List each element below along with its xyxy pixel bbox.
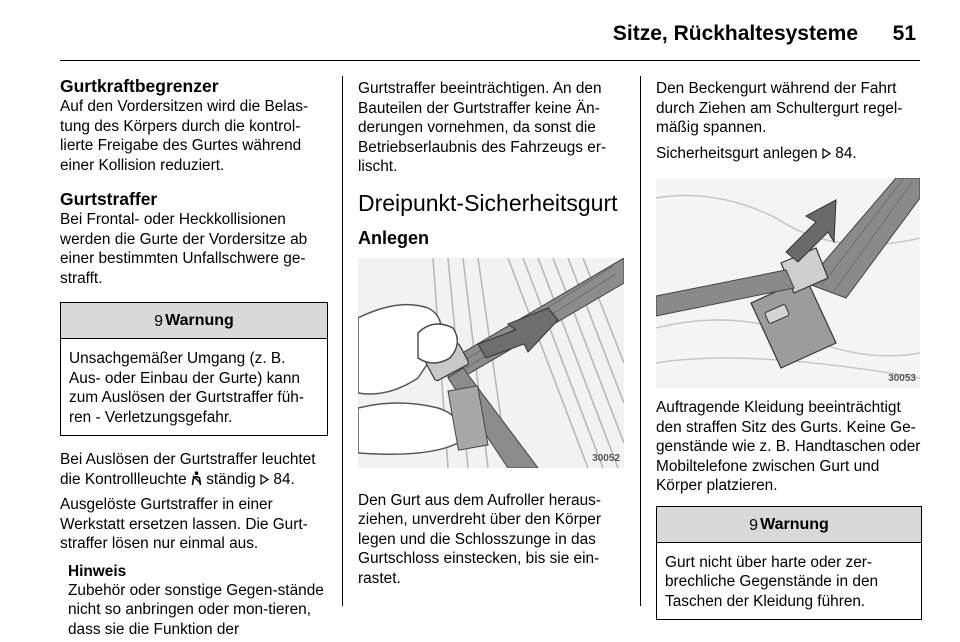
reference-arrow-icon	[260, 474, 269, 485]
warning-header	[61, 303, 327, 339]
reference-page-number[interactable]: 84.	[835, 144, 857, 162]
warning-triangle-icon: 9	[749, 516, 759, 534]
heading-anlegen: Anlegen	[358, 227, 430, 248]
figure-number: 30053	[888, 373, 916, 384]
heading-gurtstraffer: Gurtstraffer	[60, 189, 158, 209]
paragraph-beckengurt: Den Beckengurt während der Fahrt durch Ziehen am Schultergurt regel-mäßig spannen.	[656, 80, 903, 136]
hinweis-label: Hinweis	[68, 562, 127, 580]
paragraph-gurtstraffer-continued: Gurtstraffer beeinträchtigen. An den Bauteilen der Gurtstraffer keine Än-derungen vornehmen, da sonst die Betriebserlaubnis des Fahrzeugs er-lischt.	[358, 80, 607, 175]
hinweis-box	[60, 562, 328, 640]
paragraph-kleidung: Auftragende Kleidung beeinträchtigt den straffen Sitz des Gurts. Keine Ge-genstände wie z. B. Handtaschen oder Mobiltelefone zwischen Gurt und Körper platzieren.	[656, 399, 921, 494]
column-divider-1	[342, 76, 343, 606]
reference-arrow-icon	[822, 148, 831, 159]
figure-number: 30052	[592, 452, 620, 464]
column-2	[358, 76, 624, 588]
reference-text: Sicherheitsgurt anlegen	[656, 144, 818, 162]
warning-label: Warnung	[165, 312, 234, 329]
hinweis-text: Zubehör oder sonstige Gegen-stände nicht so anbringen oder mon-tieren, dass sie die Funktion der	[68, 581, 324, 638]
warning-box-gurtstraffer	[60, 302, 328, 436]
figure-lap-belt-tighten	[656, 178, 920, 388]
warning-box-kleidung	[656, 506, 922, 621]
page-header	[60, 20, 920, 60]
warning-header	[657, 507, 921, 543]
page-number: 51	[892, 22, 916, 45]
warning-label: Warnung	[760, 515, 829, 533]
page-title: Sitze, Rückhaltesysteme	[612, 22, 858, 45]
column-3	[656, 76, 922, 620]
seatbelt-fastening-illustration	[358, 258, 624, 468]
warning-text: Unsachgemäßer Umgang (z. B. Aus- oder Einbau der Gurte) kann zum Auslösen der Gurtstraffer füh-ren - Verletzungsgefahr.	[69, 350, 304, 426]
heading-dreipunkt-sicherheitsgurt: Dreipunkt-Sicherheitsgurt	[358, 189, 618, 216]
paragraph-anlegen: Den Gurt aus dem Aufroller heraus-ziehen, unverdreht über den Körper legen und die Schlosszunge in das Gurtschloss einstecken, bis sie ein-rastet.	[358, 491, 601, 587]
warning-triangle-icon: 9	[154, 313, 164, 330]
column-1	[60, 76, 328, 639]
figure-seatbelt-fastening	[358, 258, 624, 468]
ausloesen-text-b: ständig	[206, 470, 256, 488]
warning-text: Gurt nicht über harte oder zer-brechliche Gegenstände in den Taschen der Kleidung führen.	[665, 553, 879, 610]
lap-belt-tightening-illustration	[656, 178, 920, 388]
paragraph-gurtkraftbegrenzer: Auf den Vordersitzen wird die Belas-tung des Körpers durch die kontrol-lierte Freigabe des Gurtes während einer Kollision reduziert.	[60, 98, 309, 174]
column-divider-2	[640, 76, 641, 606]
header-rule	[60, 60, 920, 61]
ausloesen-page-ref[interactable]: 84.	[273, 470, 295, 488]
ausloesen-text-a: Bei Auslösen der Gurtstraffer leuchtet die Kontrollleuchte	[60, 451, 316, 488]
paragraph-gurtstraffer: Bei Frontal- oder Heckkollisionen werden die Gurte der Vordersitze ab einer bestimmten Unfallschwere ge-strafft.	[60, 211, 308, 287]
paragraph-reference	[656, 144, 922, 164]
heading-gurtkraftbegrenzer: Gurtkraftbegrenzer	[60, 76, 219, 96]
paragraph-werkstatt: Ausgelöste Gurtstraffer in einer Werkstatt ersetzen lassen. Die Gurt-straffer lösen nur einmal aus.	[60, 496, 308, 552]
paragraph-ausloesen	[60, 450, 328, 489]
seatbelt-warning-light-icon	[191, 471, 202, 486]
